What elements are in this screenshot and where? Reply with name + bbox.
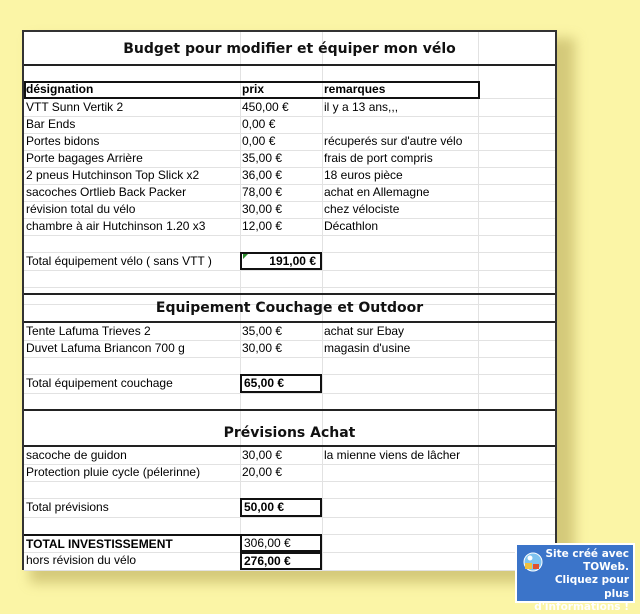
couchage-total-label: Total équipement couchage	[26, 376, 173, 390]
table-row	[24, 133, 555, 151]
item-price: 78,00 €	[242, 185, 283, 199]
item-price: 20,00 €	[242, 465, 283, 479]
item-note: récuperés sur d'autre vélo	[324, 134, 463, 148]
item-price: 35,00 €	[242, 324, 283, 338]
grand-total-value: 306,00 €	[240, 534, 322, 552]
header-border	[24, 81, 480, 99]
item-name: 2 pneus Hutchinson Top Slick x2	[26, 168, 200, 182]
table-row	[24, 150, 555, 168]
badge-line: TOWeb.	[583, 561, 629, 573]
section-rule	[24, 409, 555, 411]
empty-row	[24, 481, 555, 499]
table-row	[24, 184, 555, 202]
hors-revision-value: 276,00 €	[240, 552, 322, 570]
item-price: 450,00 €	[242, 100, 289, 114]
couchage-total-row	[24, 374, 555, 394]
item-name: Porte bagages Arrière	[26, 151, 143, 165]
header-remarques: remarques	[324, 82, 386, 96]
item-note: achat sur Ebay	[324, 324, 405, 338]
badge-text	[543, 548, 629, 587]
budget-title: Budget pour modifier et équiper mon vélo	[123, 41, 456, 57]
grand-total-label: TOTAL INVESTISSEMENT	[24, 534, 240, 552]
table-row	[24, 323, 555, 341]
item-note: 18 euros pièce	[324, 168, 403, 182]
item-name: Protection pluie cycle (pélerinne)	[26, 465, 201, 479]
empty-row	[24, 270, 555, 288]
item-note: la mienne viens de lâcher	[324, 448, 461, 462]
previsions-total-value: 50,00 €	[240, 498, 322, 517]
item-name: Bar Ends	[26, 117, 76, 131]
section-rule	[24, 64, 555, 66]
item-name: Portes bidons	[26, 134, 100, 148]
table-row	[24, 116, 555, 134]
item-name: VTT Sunn Vertik 2	[26, 100, 124, 114]
item-note	[322, 116, 478, 133]
item-price: 30,00 €	[242, 448, 283, 462]
table-row	[24, 218, 555, 236]
item-price: 35,00 €	[242, 151, 283, 165]
velo-total-value: 191,00 €	[240, 252, 322, 270]
item-price: 30,00 €	[242, 341, 283, 355]
badge-line: plus d'informations !	[534, 588, 629, 613]
item-note: il y a 13 ans,,,	[324, 100, 399, 114]
item-name: sacoche de guidon	[26, 448, 127, 462]
hors-revision-row	[24, 552, 555, 571]
table-row	[24, 167, 555, 185]
item-note	[322, 464, 478, 481]
previsions-title: Prévisions Achat	[223, 425, 356, 441]
previsions-total-row	[24, 498, 555, 518]
item-note: chez vélociste	[324, 202, 400, 216]
item-price: 36,00 €	[242, 168, 283, 182]
item-name: sacoches Ortlieb Back Packer	[26, 185, 187, 199]
item-name: Duvet Lafuma Briancon 700 g	[26, 341, 185, 355]
section-rule	[24, 293, 555, 295]
toweb-badge[interactable]	[515, 543, 635, 613]
item-note: frais de port compris	[324, 151, 433, 165]
item-price: 30,00 €	[242, 202, 283, 216]
couchage-total-value: 65,00 €	[240, 374, 322, 393]
couchage-title: Equipement Couchage et Outdoor	[155, 300, 424, 316]
table-row	[24, 447, 555, 465]
badge-line: Site créé avec	[545, 548, 629, 560]
header-designation: désignation	[26, 82, 94, 96]
velo-total-label: Total équipement vélo ( sans VTT )	[26, 254, 212, 268]
item-name: Tente Lafuma Trieves 2	[26, 324, 151, 338]
velo-total-row	[24, 252, 555, 271]
grand-total-row	[24, 534, 555, 553]
table-row	[24, 464, 555, 482]
toweb-logo-icon	[522, 551, 544, 573]
item-note: magasin d'usine	[324, 341, 411, 355]
previsions-total-label: Total prévisions	[26, 500, 109, 514]
table-row	[24, 340, 555, 358]
header-prix: prix	[242, 82, 265, 96]
badge-line: Cliquez pour	[554, 574, 629, 586]
item-note: achat en Allemagne	[324, 185, 430, 199]
item-note: Décathlon	[324, 219, 379, 233]
item-price: 12,00 €	[242, 219, 283, 233]
item-name: chambre à air Hutchinson 1.20 x3	[26, 219, 206, 233]
cell-comment-marker	[243, 254, 248, 259]
hors-revision-label: hors révision du vélo	[26, 553, 137, 567]
empty-row	[24, 517, 555, 535]
table-row	[24, 99, 555, 117]
table-row	[24, 201, 555, 219]
empty-row	[24, 235, 555, 253]
empty-row	[24, 357, 555, 375]
item-price: 0,00 €	[242, 117, 276, 131]
item-price: 0,00 €	[242, 134, 276, 148]
item-name: révision total du vélo	[26, 202, 136, 216]
spreadsheet	[22, 30, 557, 570]
